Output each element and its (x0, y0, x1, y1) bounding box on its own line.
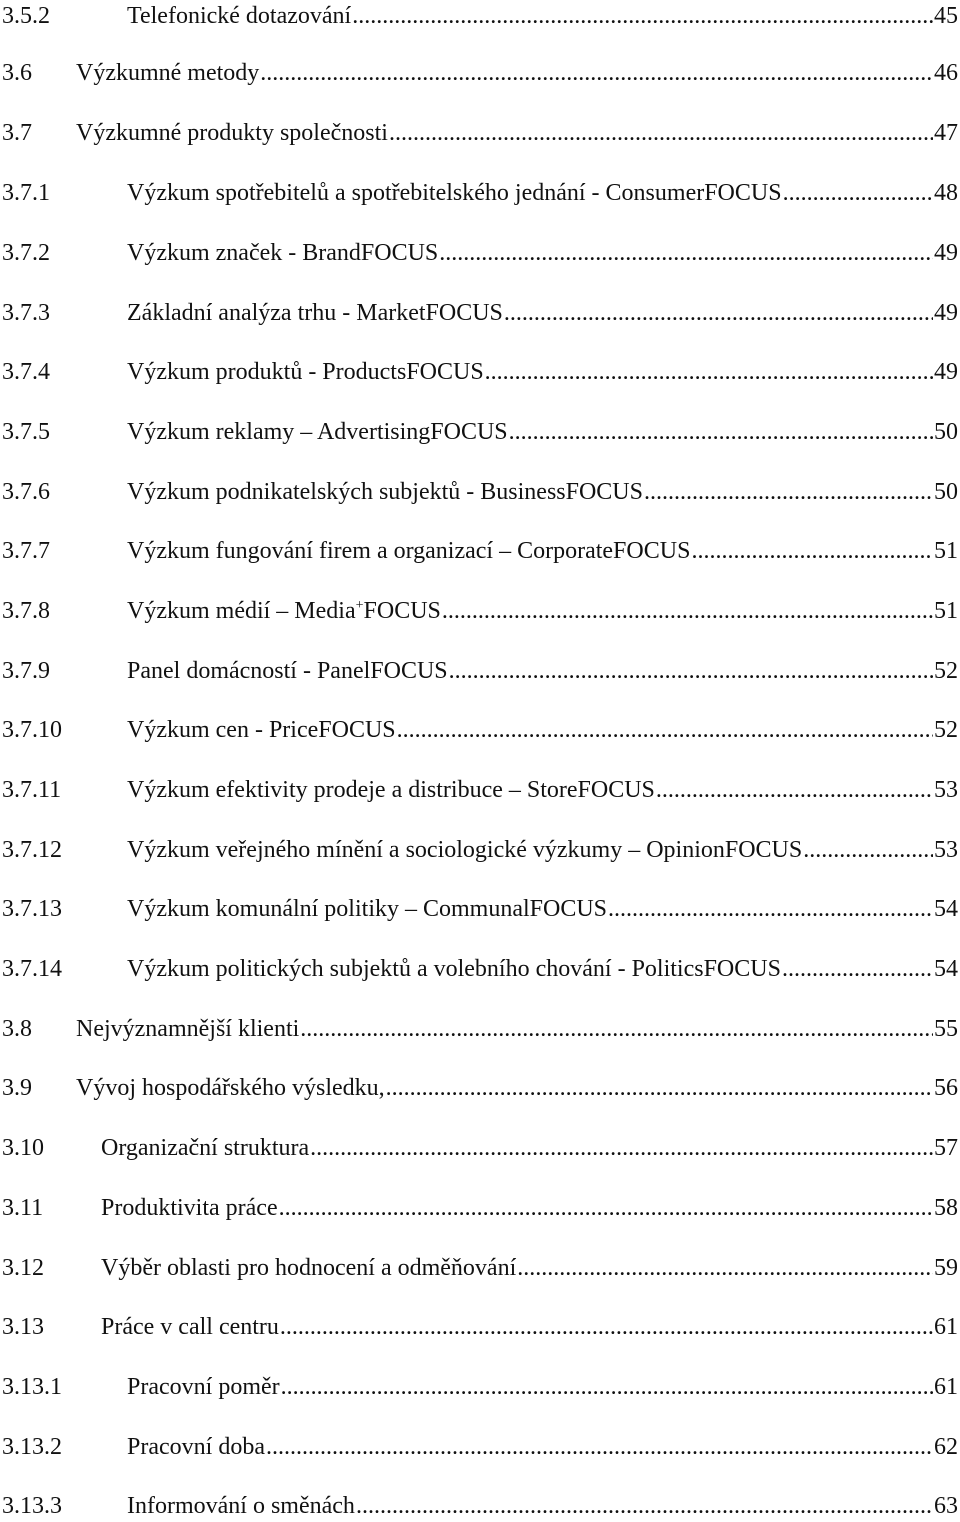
toc-entry-title[interactable]: Výzkum spotřebitelů a spotřebitelského jednání - ConsumerFOCUS (127, 180, 782, 206)
toc-entry-number: 3.7.2 (2, 240, 50, 266)
leader-dots (504, 297, 933, 329)
leader-dots (608, 893, 933, 925)
leader-dots (803, 834, 933, 866)
toc-entry-page[interactable]: 61 (934, 1314, 958, 1340)
toc-entry-title[interactable]: Pracovní doba (127, 1434, 265, 1460)
toc-entry[interactable] (0, 416, 960, 448)
leader-dots (517, 1252, 933, 1284)
toc-entry-title[interactable]: Panel domácností - PanelFOCUS (127, 658, 448, 684)
toc-entry-title[interactable]: Základní analýza trhu - MarketFOCUS (127, 300, 503, 326)
toc-entry-number: 3.7.4 (2, 359, 50, 385)
leader-dots (485, 356, 933, 388)
toc-entry-title[interactable]: Telefonické dotazování (127, 3, 352, 29)
leader-dots (356, 1490, 933, 1522)
toc-entry-number: 3.7.11 (2, 777, 62, 803)
toc-entry-page[interactable]: 59 (934, 1255, 958, 1281)
leader-dots (352, 0, 933, 32)
toc-entry-page[interactable]: 49 (934, 240, 958, 266)
toc-entry-title[interactable]: Výzkum cen - PriceFOCUS (127, 717, 396, 743)
toc-entry[interactable] (0, 1431, 960, 1463)
toc-entry[interactable] (0, 1371, 960, 1403)
toc-entry-number: 3.13.2 (2, 1434, 62, 1460)
toc-entry-title-main: Výzkum médií – Media (127, 598, 356, 624)
toc-entry-title[interactable]: Výzkumné produkty společnosti (76, 120, 388, 146)
toc-entry[interactable] (0, 1252, 960, 1284)
toc-entry-page[interactable]: 53 (934, 837, 958, 863)
toc-entry-page[interactable]: 52 (934, 658, 958, 684)
leader-dots (442, 595, 933, 627)
toc-entry-title[interactable]: Vývoj hospodářského výsledku, (76, 1075, 385, 1101)
toc-entry-title[interactable]: Výzkum politických subjektů a volebního chování - PoliticsFOCUS (127, 956, 781, 982)
toc-entry-number: 3.7.12 (2, 837, 62, 863)
toc-entry[interactable] (0, 237, 960, 269)
toc-entry-page[interactable]: 49 (934, 359, 958, 385)
toc-entry[interactable] (0, 0, 960, 32)
toc-entry-number: 3.7.5 (2, 419, 50, 445)
toc-entry[interactable] (0, 177, 960, 209)
toc-entry-title[interactable]: Výzkum veřejného mínění a sociologické výzkumy – OpinionFOCUS (127, 837, 803, 863)
toc-entry-title[interactable]: Pracovní poměr (127, 1374, 280, 1400)
toc-entry-page[interactable]: 58 (934, 1195, 958, 1221)
leader-dots (389, 117, 933, 149)
leader-dots (783, 177, 933, 209)
toc-entry-title[interactable]: Výzkum reklamy – AdvertisingFOCUS (127, 419, 508, 445)
toc-entry[interactable] (0, 834, 960, 866)
toc-entry-number: 3.7.13 (2, 896, 62, 922)
toc-entry-page[interactable]: 46 (934, 60, 958, 86)
toc-entry-page[interactable]: 51 (934, 598, 958, 624)
toc-entry-page[interactable]: 54 (934, 896, 958, 922)
toc-entry-number: 3.5.2 (2, 3, 50, 29)
toc-entry-number: 3.10 (2, 1135, 44, 1161)
toc-entry-title[interactable]: Výzkum komunální politiky – CommunalFOCUS (127, 896, 608, 922)
leader-dots (281, 1371, 933, 1403)
toc-entry-number: 3.7.6 (2, 479, 50, 505)
toc-entry-title[interactable]: Výzkumné metody (76, 60, 260, 86)
toc-entry[interactable] (0, 655, 960, 687)
leader-dots (782, 953, 933, 985)
toc-entry-page[interactable]: 53 (934, 777, 958, 803)
toc-entry-title[interactable]: Výzkum podnikatelských subjektů - BusinessFOCUS (127, 479, 643, 505)
toc-entry[interactable] (0, 476, 960, 508)
toc-entry-number: 3.13 (2, 1314, 44, 1340)
toc-entry-title[interactable]: Informování o směnách (127, 1493, 355, 1519)
toc-entry-number: 3.7.3 (2, 300, 50, 326)
toc-entry-page[interactable]: 45 (934, 3, 958, 29)
toc-entry-title[interactable]: Produktivita práce (101, 1195, 278, 1221)
toc-entry[interactable] (0, 1311, 960, 1343)
toc-entry-title[interactable]: Výzkum produktů - ProductsFOCUS (127, 359, 484, 385)
toc-entry[interactable] (0, 953, 960, 985)
toc-entry-title-suffix: FOCUS (363, 598, 441, 624)
toc-entry-page[interactable]: 57 (934, 1135, 958, 1161)
toc-entry-number: 3.7.8 (2, 598, 50, 624)
toc-entry-number: 3.6 (2, 60, 32, 86)
toc-entry-number: 3.8 (2, 1016, 32, 1042)
toc-entry-title[interactable]: Výběr oblasti pro hodnocení a odměňování (101, 1255, 517, 1281)
toc-entry-page[interactable]: 56 (934, 1075, 958, 1101)
leader-dots (310, 1132, 933, 1164)
toc-entry-page[interactable]: 54 (934, 956, 958, 982)
toc-entry-title[interactable]: Nejvýznamnější klienti (76, 1016, 300, 1042)
leader-dots (386, 1072, 933, 1104)
leader-dots (266, 1431, 933, 1463)
toc-entry-page[interactable]: 63 (934, 1493, 958, 1519)
toc-entry-number: 3.12 (2, 1255, 44, 1281)
toc-entry-page[interactable]: 48 (934, 180, 958, 206)
toc-entry-number: 3.13.1 (2, 1374, 62, 1400)
toc-entry[interactable] (0, 535, 960, 567)
toc-entry-page[interactable]: 52 (934, 717, 958, 743)
toc-entry-title[interactable]: Výzkum značek - BrandFOCUS (127, 240, 439, 266)
toc-entry[interactable] (0, 1192, 960, 1224)
toc-entry-number: 3.7.14 (2, 956, 62, 982)
toc-entry-page[interactable]: 55 (934, 1016, 958, 1042)
leader-dots (300, 1013, 933, 1045)
leader-dots (397, 714, 933, 746)
toc-entry-page[interactable]: 47 (934, 120, 958, 146)
leader-dots (279, 1192, 933, 1224)
leader-dots (449, 655, 933, 687)
toc-entry[interactable] (0, 1132, 960, 1164)
toc-entry-number: 3.7.9 (2, 658, 50, 684)
toc-entry[interactable] (0, 1490, 960, 1522)
toc-entry[interactable] (0, 893, 960, 925)
toc-entry[interactable] (0, 1013, 960, 1045)
leader-dots (691, 535, 933, 567)
toc-entry-title[interactable]: Výzkum efektivity prodeje a distribuce – StoreFOCUS (127, 777, 655, 803)
toc-entry-number: 3.9 (2, 1075, 32, 1101)
toc-entry-number: 3.7.7 (2, 538, 50, 564)
toc-entry[interactable] (0, 297, 960, 329)
leader-dots (439, 237, 933, 269)
superscript-plus: + (355, 598, 364, 613)
toc-entry-page[interactable]: 50 (934, 419, 958, 445)
toc-entry[interactable] (0, 117, 960, 149)
leader-dots (656, 774, 933, 806)
toc-entry-page[interactable]: 62 (934, 1434, 958, 1460)
leader-dots (280, 1311, 933, 1343)
leader-dots (260, 57, 933, 89)
toc-entry[interactable] (0, 595, 960, 627)
leader-dots (644, 476, 933, 508)
toc-entry[interactable] (0, 714, 960, 746)
toc-entry-number: 3.7.1 (2, 180, 50, 206)
toc-entry-page[interactable]: 51 (934, 538, 958, 564)
toc-entry[interactable] (0, 57, 960, 89)
toc-entry-number: 3.7 (2, 120, 32, 146)
toc-entry-number: 3.13.3 (2, 1493, 62, 1519)
toc-entry-title[interactable] (127, 595, 441, 627)
toc-entry-page[interactable]: 50 (934, 479, 958, 505)
toc-entry-title[interactable]: Práce v call centru (101, 1314, 279, 1340)
toc-entry-title[interactable]: Organizační struktura (101, 1135, 310, 1161)
toc-entry-number: 3.7.10 (2, 717, 62, 743)
toc-entry-page[interactable]: 61 (934, 1374, 958, 1400)
leader-dots (509, 416, 933, 448)
toc-entry[interactable] (0, 1072, 960, 1104)
toc-entry[interactable] (0, 774, 960, 806)
toc-entry-page[interactable]: 49 (934, 300, 958, 326)
toc-entry-title[interactable]: Výzkum fungování firem a organizací – CorporateFOCUS (127, 538, 691, 564)
toc-entry[interactable] (0, 356, 960, 388)
toc-entry-number: 3.11 (2, 1195, 44, 1221)
